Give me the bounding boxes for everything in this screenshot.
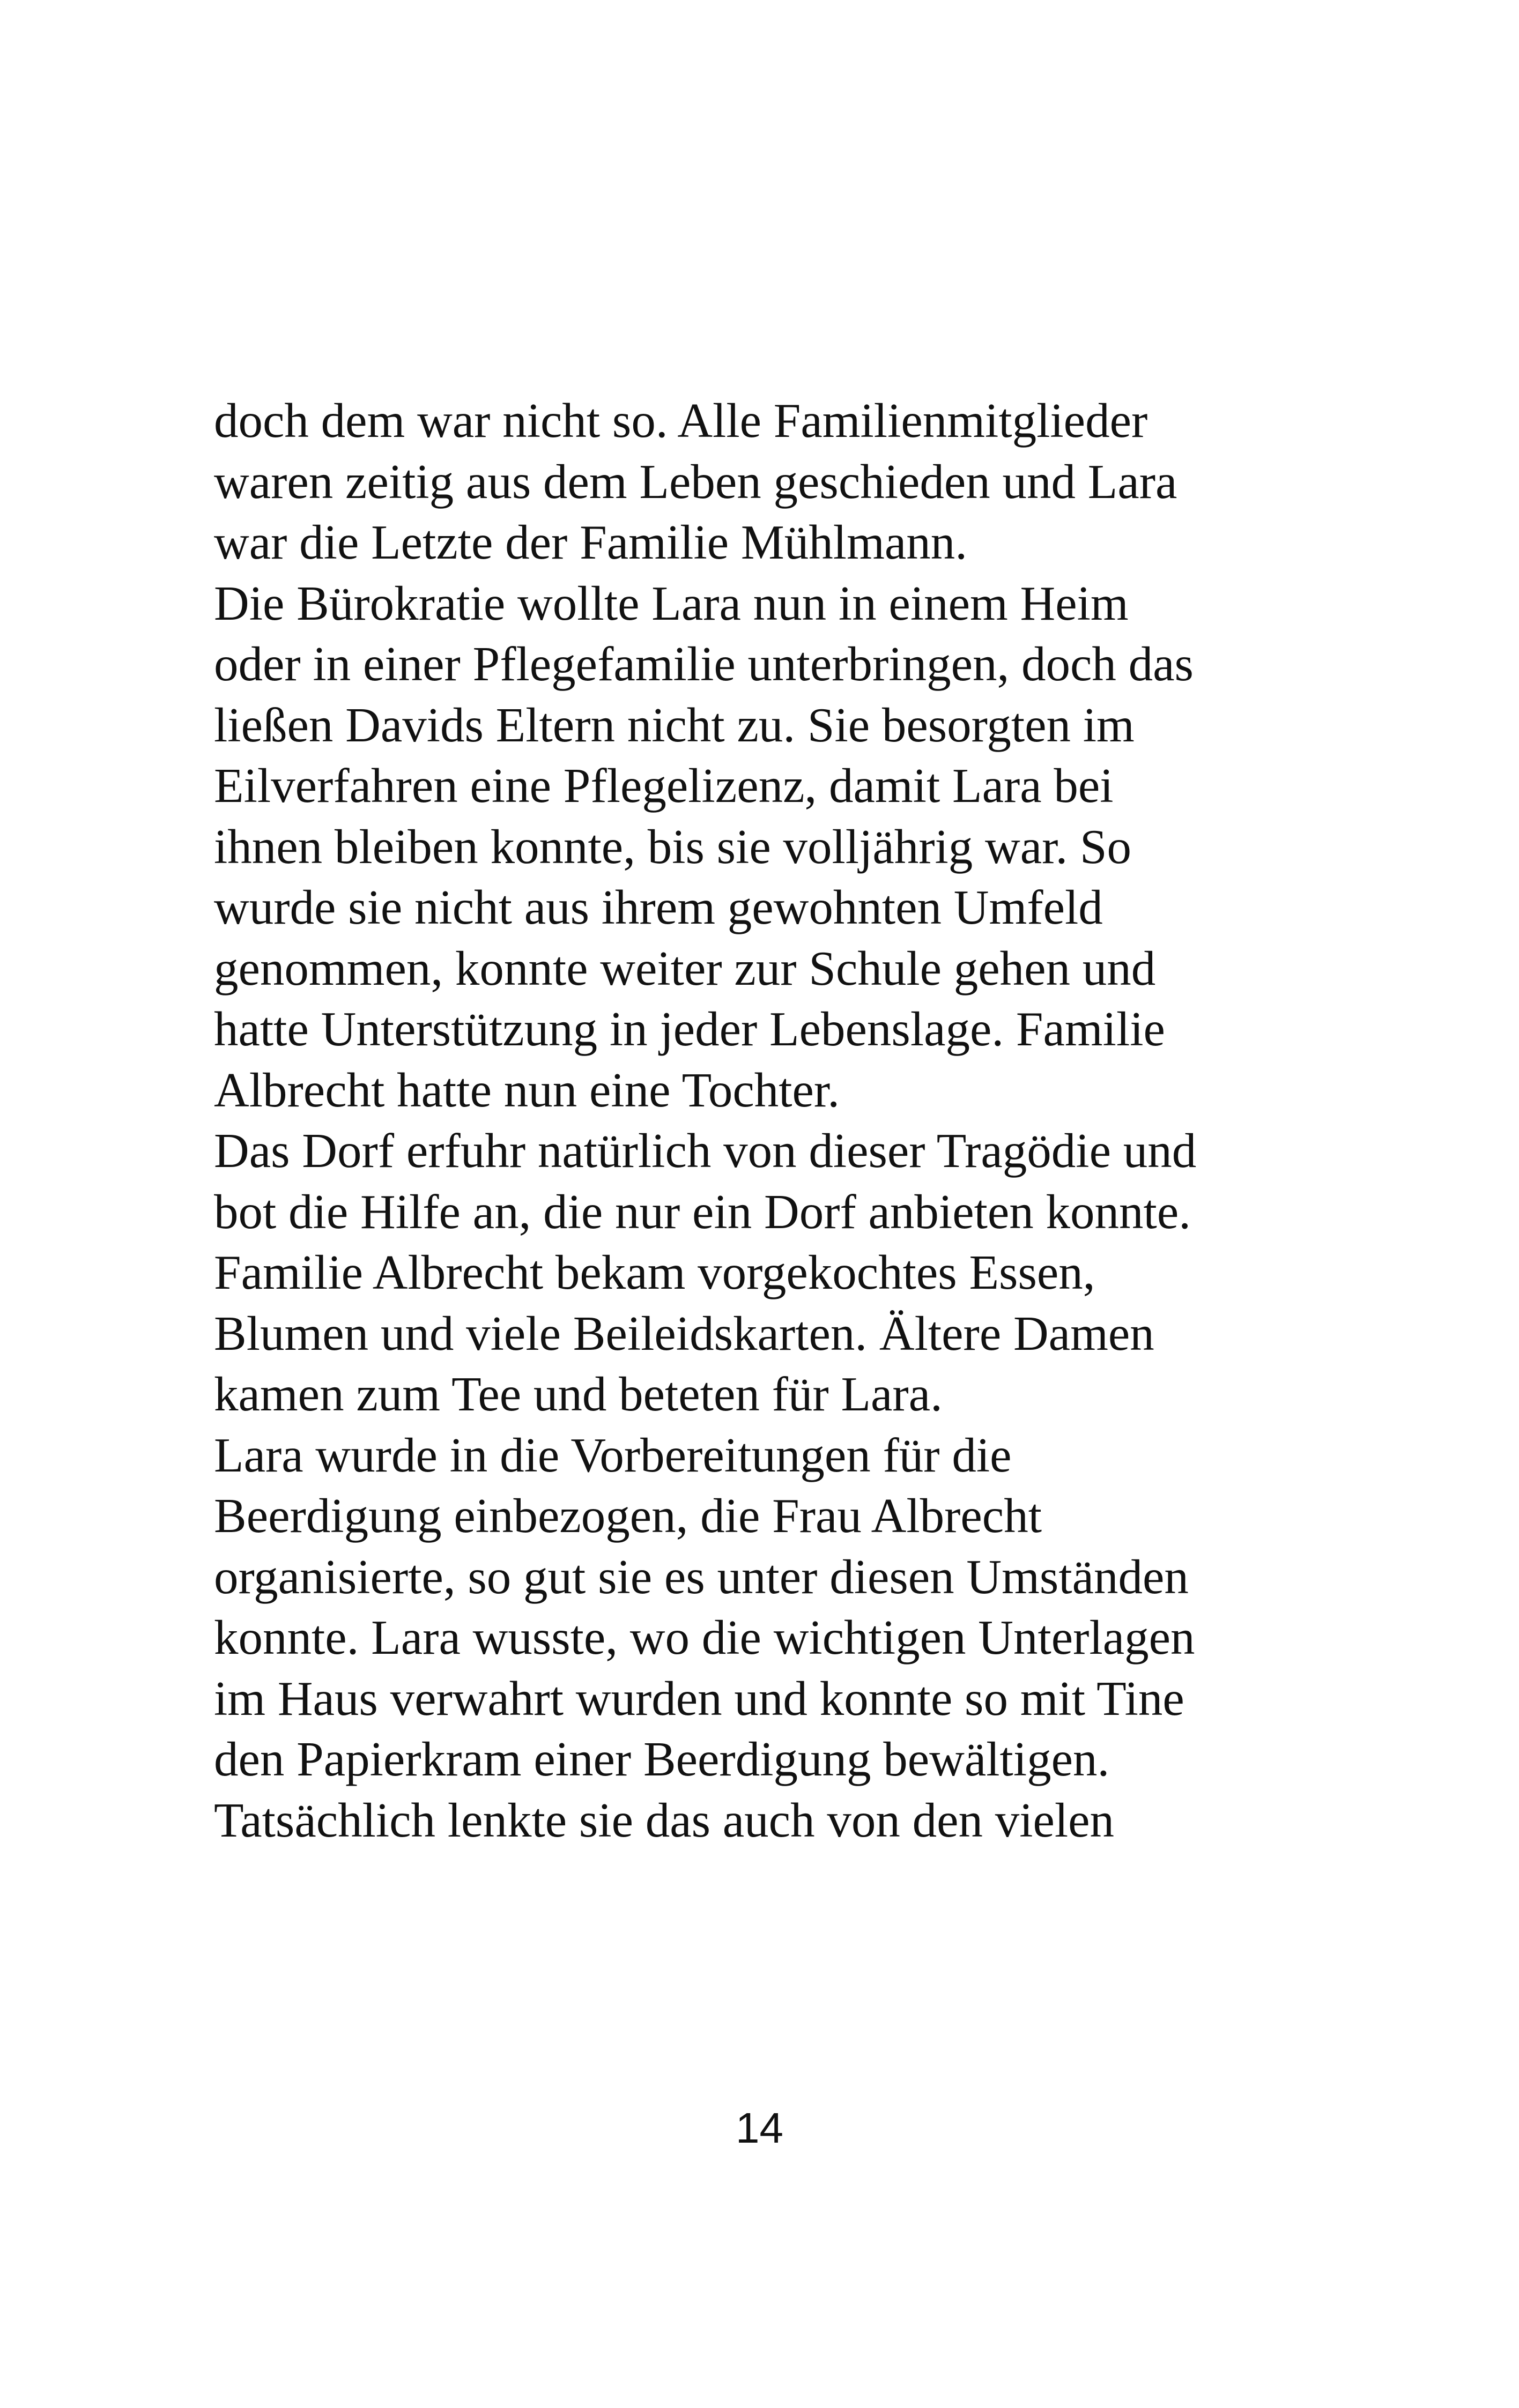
text-line: Familie Albrecht bekam vorgekochtes Essen, (214, 1245, 1095, 1299)
text-line: den Papierkram einer Beerdigung bewältigen. (214, 1732, 1110, 1786)
text-line: Lara wurde in die Vorbereitungen für die (214, 1428, 1012, 1482)
text-line: ließen Davids Eltern nicht zu. Sie besorgten im (214, 697, 1135, 752)
text-line: Blumen und viele Beileidskarten. Ältere Damen (214, 1306, 1154, 1361)
text-line: waren zeitig aus dem Leben geschieden und Lara (214, 454, 1177, 509)
text-line: hatte Unterstützung in jeder Lebenslage. Familie (214, 1002, 1165, 1056)
text-line: organisierte, so gut sie es unter diesen Umständen (214, 1549, 1189, 1604)
text-line: genommen, konnte weiter zur Schule gehen und (214, 941, 1156, 995)
text-line: Beerdigung einbezogen, die Frau Albrecht (214, 1489, 1042, 1543)
text-line: kamen zum Tee und beteten für Lara. (214, 1367, 943, 1421)
text-line: im Haus verwahrt wurden und konnte so mit Tine (214, 1671, 1184, 1726)
text-line: war die Letzte der Familie Mühlmann. (214, 515, 967, 569)
text-line: Tatsächlich lenkte sie das auch von den vielen (214, 1793, 1115, 1847)
text-line: Das Dorf erfuhr natürlich von dieser Tragödie und (214, 1124, 1197, 1178)
text-line: Die Bürokratie wollte Lara nun in einem Heim (214, 576, 1129, 630)
text-line: wurde sie nicht aus ihrem gewohnten Umfeld (214, 880, 1103, 934)
text-line: Eilverfahren eine Pflegelizenz, damit Lara bei (214, 759, 1114, 813)
text-line: Albrecht hatte nun eine Tochter. (214, 1062, 840, 1117)
page-number: 14 (736, 2104, 783, 2152)
text-line: konnte. Lara wusste, wo die wichtigen Unterlagen (214, 1610, 1195, 1664)
text-line: ihnen bleiben konnte, bis sie volljährig war. So (214, 819, 1132, 874)
text-line: bot die Hilfe an, die nur ein Dorf anbieten konnte. (214, 1184, 1191, 1239)
text-line: doch dem war nicht so. Alle Familienmitglieder (214, 393, 1148, 448)
body-text (214, 390, 1340, 1850)
text-line: oder in einer Pflegefamilie unterbringen, doch das (214, 637, 1194, 691)
